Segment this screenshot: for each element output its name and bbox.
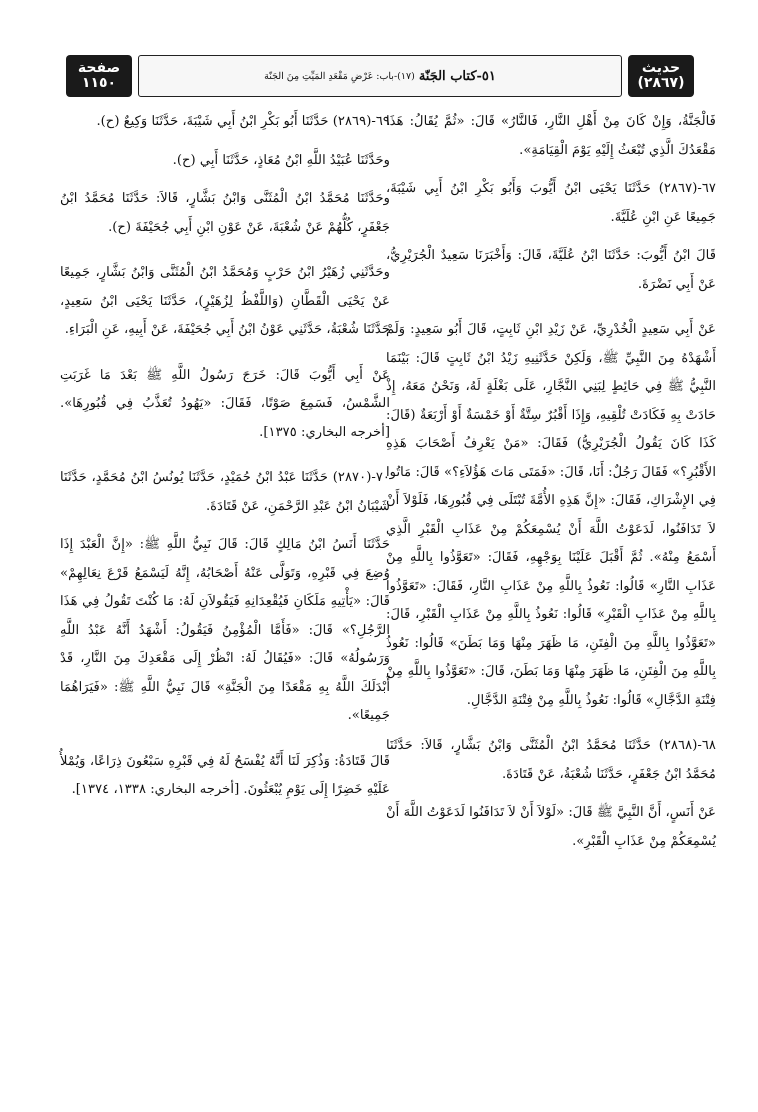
page-number: ١١٥٠ bbox=[81, 75, 117, 91]
paragraph: ٦٧-(٢٨٦٧) حَدَّثَنَا يَحْيَى ابْنُ أَيُّوبَ وَأَبُو بَكْرِ ابْنُ أَبِي شَيْبَةَ، جَمِيعًا عَنِ ابْنِ عُلَيَّةَ. bbox=[386, 181, 716, 225]
paragraph: وحَدَّثَنِي زُهَيْرُ ابْنُ حَرْبٍ وَمُحَمَّدُ ابْنُ الْمُثَنَّى وَابْنُ بَشَّارٍ، جَمِيعًا عَنْ يَحْيَى الْقَطَّانِ (وَاللَّفْظُ لِزُهَيْرٍ)، حَدَّثَنَا يَحْيَى ابْنُ سَعِيدٍ، حَدَّثَنَا شُعْبَةُ، حَدَّثَنِي عَوْنُ ابْنُ أَبِي جُحَيْفَةَ، عَنْ أَبِيهِ، عَنِ الْبَرَاءِ. bbox=[60, 265, 390, 337]
paragraph: عَنْ أَبِي سَعِيدٍ الْخُدْرِيِّ، عَنْ زَيْدِ ابْنِ ثَابِتٍ، قَالَ أَبُو سَعِيدٍ: وَلَمْ أَشْهَدْهُ مِنَ النَّبِيِّ ﷺ، وَلَكِنْ حَدَّثَنِيهِ زَيْدُ ابْنُ ثَابِتٍ قَالَ: بَيْنَمَا النَّبِيُّ ﷺ فِي حَائِطٍ لِبَنِي النَّجَّارِ، عَلَى بَغْلَةٍ لَهُ، وَنَحْنُ مَعَهُ، إِذْ حَادَتْ بِهِ فَكَادَتْ تُلْقِيهِ، وَإِذَا أَقْبُرٌ سِتَّةٌ أَوْ خَمْسَةٌ أَوْ أَرْبَعَةٌ (قَالَ: كَذَا كَانَ يَقُولُ الْجُرَيْرِيُّ) فَقَالَ: «مَنْ يَعْرِفُ أَصْحَابَ هَذِهِ الأَقْبُرِ؟» فَقَالَ رَجُلٌ: أَنَا، قَالَ: «فَمَتَى مَاتَ هَؤُلاَءِ؟» قَالَ: مَاتُوا فِي الإِشْرَاكِ، فَقَالَ: «إِنَّ هَذِهِ الأُمَّةَ تُبْتَلَى فِي قُبُورِهَا، فَلَوْلاَ أَنْ لاَ تَدَافَنُوا، لَدَعَوْتُ اللَّهَ أَنْ يُسْمِعَكُمْ مِنْ عَذَابِ الْقَبْرِ الَّذِي أَسْمَعُ مِنْهُ». ثُمَّ أَقْبَلَ عَلَيْنَا بِوَجْهِهِ، فَقَالَ: «تَعَوَّذُوا بِاللَّهِ مِنْ عَذَابِ النَّارِ» قَالُوا: نَعُوذُ بِاللَّهِ مِنْ عَذَابِ النَّارِ، فَقَالَ: «تَعَوَّذُوا بِاللَّهِ مِنْ عَذَابِ الْقَبْرِ» قَالُوا: نَعُوذُ بِاللَّهِ مِنْ عَذَابِ الْقَبْرِ، قَالَ: «تَعَوَّذُوا بِاللَّهِ مِنَ الْفِتَنِ، مَا ظَهَرَ مِنْهَا وَمَا بَطَنَ» قَالُوا: نَعُوذُ بِاللَّهِ مِنَ الْفِتَنِ، مَا ظَهَرَ مِنْهَا وَمَا بَطَنَ، قَالَ: «تَعَوَّذُوا بِاللَّهِ مِنْ فِتْنَةِ الدَّجَّالِ» قَالُوا: نَعُوذُ بِاللَّهِ مِنْ فِتْنَةِ الدَّجَّالِ. bbox=[386, 322, 716, 708]
paragraph: ٦٨-(٢٨٦٨) حَدَّثَنَا مُحَمَّدُ ابْنُ الْمُثَنَّى وَابْنُ بَشَّارٍ، قَالاَ: حَدَّثَنَا مُحَمَّدُ ابْنُ جَعْفَرٍ، حَدَّثَنَا شُعْبَةُ، عَنْ قَتَادَةَ. bbox=[386, 738, 716, 782]
page-header bbox=[66, 55, 694, 97]
page-label: صفحة bbox=[77, 60, 121, 77]
page-number-box bbox=[66, 55, 132, 97]
hadith-number-box bbox=[628, 55, 694, 97]
paragraph: وحَدَّثَنَا مُحَمَّدُ ابْنُ الْمُثَنَّى وَابْنُ بَشَّارٍ، قَالاَ: حَدَّثَنَا مُحَمَّدُ ابْنُ جَعْفَرٍ، كُلُّهُمْ عَنْ شُعْبَةَ، عَنْ عَوْنِ ابْنِ أَبِي جُحَيْفَةَ (ح). bbox=[60, 191, 390, 235]
hadith-label: حديث bbox=[641, 60, 681, 77]
paragraph: وحَدَّثَنَا عُبَيْدُ اللَّهِ ابْنُ مُعَاذٍ، حَدَّثَنَا أَبِي (ح). bbox=[172, 152, 390, 168]
hadith-number: (٢٨٦٧) bbox=[637, 75, 685, 91]
paragraph: قَالَ قَتَادَةُ: وَذُكِرَ لَنَا أَنَّهُ يُفْسَحُ لَهُ فِي قَبْرِهِ سَبْعُونَ ذِرَاعًا، وَيُمْلأُ عَلَيْهِ خَضِرًا إِلَى يَوْمِ يُبْعَثُونَ. [أخرجه البخاري: ١٣٣٨، ١٣٧٤]. bbox=[60, 753, 390, 797]
right-column bbox=[386, 108, 716, 1048]
book-title: ٥١-كتاب الجَنّة bbox=[418, 68, 496, 84]
paragraph: عَنْ أَنَسٍ، أَنَّ النَّبِيَّ ﷺ قَالَ: «لَوْلاَ أَنْ لاَ تَدَافَنُوا لَدَعَوْتُ اللَّهَ أَنْ يُسْمِعَكُمْ مِنْ عَذَابِ الْقَبْرِ». bbox=[386, 805, 716, 849]
paragraph: ٧٠-(٢٨٧٠) حَدَّثَنَا عَبْدُ ابْنُ حُمَيْدٍ، حَدَّثَنَا يُونُسُ ابْنُ مُحَمَّدٍ، حَدَّثَنَا شَيْبَانُ ابْنُ عَبْدِ الرَّحْمَنِ، عَنْ قَتَادَةَ. bbox=[60, 470, 390, 514]
left-column bbox=[60, 108, 390, 1048]
chapter-title-bar bbox=[138, 55, 622, 97]
paragraph: قَالَ ابْنُ أَيُّوبَ: حَدَّثَنَا ابْنُ عُلَيَّةَ، قَالَ: وَأَخْبَرَنَا سَعِيدٌ الْجُرَيْرِيُّ، عَنْ أَبِي نَضْرَةَ. bbox=[386, 248, 716, 292]
paragraph: عَنْ أَبِي أَيُّوبَ قَالَ: خَرَجَ رَسُولُ اللَّهِ ﷺ بَعْدَ مَا غَرَبَتِ الشَّمْسُ، فَسَمِعَ صَوْتًا، فَقَالَ: «يَهُودُ تُعَذَّبُ فِي قُبُورِهَا». [أخرجه البخاري: ١٣٧٥]. bbox=[60, 367, 390, 440]
paragraph: ٦٩-(٢٨٦٩) حَدَّثَنَا أَبُو بَكْرِ ابْنُ أَبِي شَيْبَةَ، حَدَّثَنَا وَكِيعٌ (ح). bbox=[96, 114, 390, 129]
paragraph: حَدَّثَنَا أَنَسُ ابْنُ مَالِكٍ قَالَ: قَالَ نَبِيُّ اللَّهِ ﷺ: «إِنَّ الْعَبْدَ إِذَا وُضِعَ فِي قَبْرِهِ، وَتَوَلَّى عَنْهُ أَصْحَابُهُ، إِنَّهُ لَيَسْمَعُ قَرْعَ نِعَالِهِمْ» قَالَ: «يَأْتِيهِ مَلَكَانِ فَيُقْعِدَانِهِ فَيَقُولاَنِ لَهُ: مَا كُنْتَ تَقُولُ فِي هَذَا الرَّجُلِ؟» قَالَ: «فَأَمَّا الْمُؤْمِنُ فَيَقُولُ: أَشْهَدُ أَنَّهُ عَبْدُ اللَّهِ وَرَسُولُهُ» قَالَ: «فَيُقَالُ لَهُ: انْظُرْ إِلَى مَقْعَدِكَ مِنَ النَّارِ، قَدْ أَبْدَلَكَ اللَّهُ بِهِ مَقْعَدًا مِنَ الْجَنَّةِ» قَالَ نَبِيُّ اللَّهِ ﷺ: «فَيَرَاهُمَا جَمِيعًا». bbox=[60, 537, 390, 723]
paragraph: فَالْجَنَّةُ، وَإِنْ كَانَ مِنْ أَهْلِ النَّارِ، فَالنَّارُ» قَالَ: «ثُمَّ يُقَالُ: هَذَا مَقْعَدُكَ الَّذِي تُبْعَثُ إِلَيْهِ يَوْمَ الْقِيَامَةِ». bbox=[386, 114, 716, 158]
chapter-title: (١٧)-باب: عَرْضِ مَقْعَدِ المَيِّتِ مِنَ الجَنّة bbox=[264, 70, 415, 82]
